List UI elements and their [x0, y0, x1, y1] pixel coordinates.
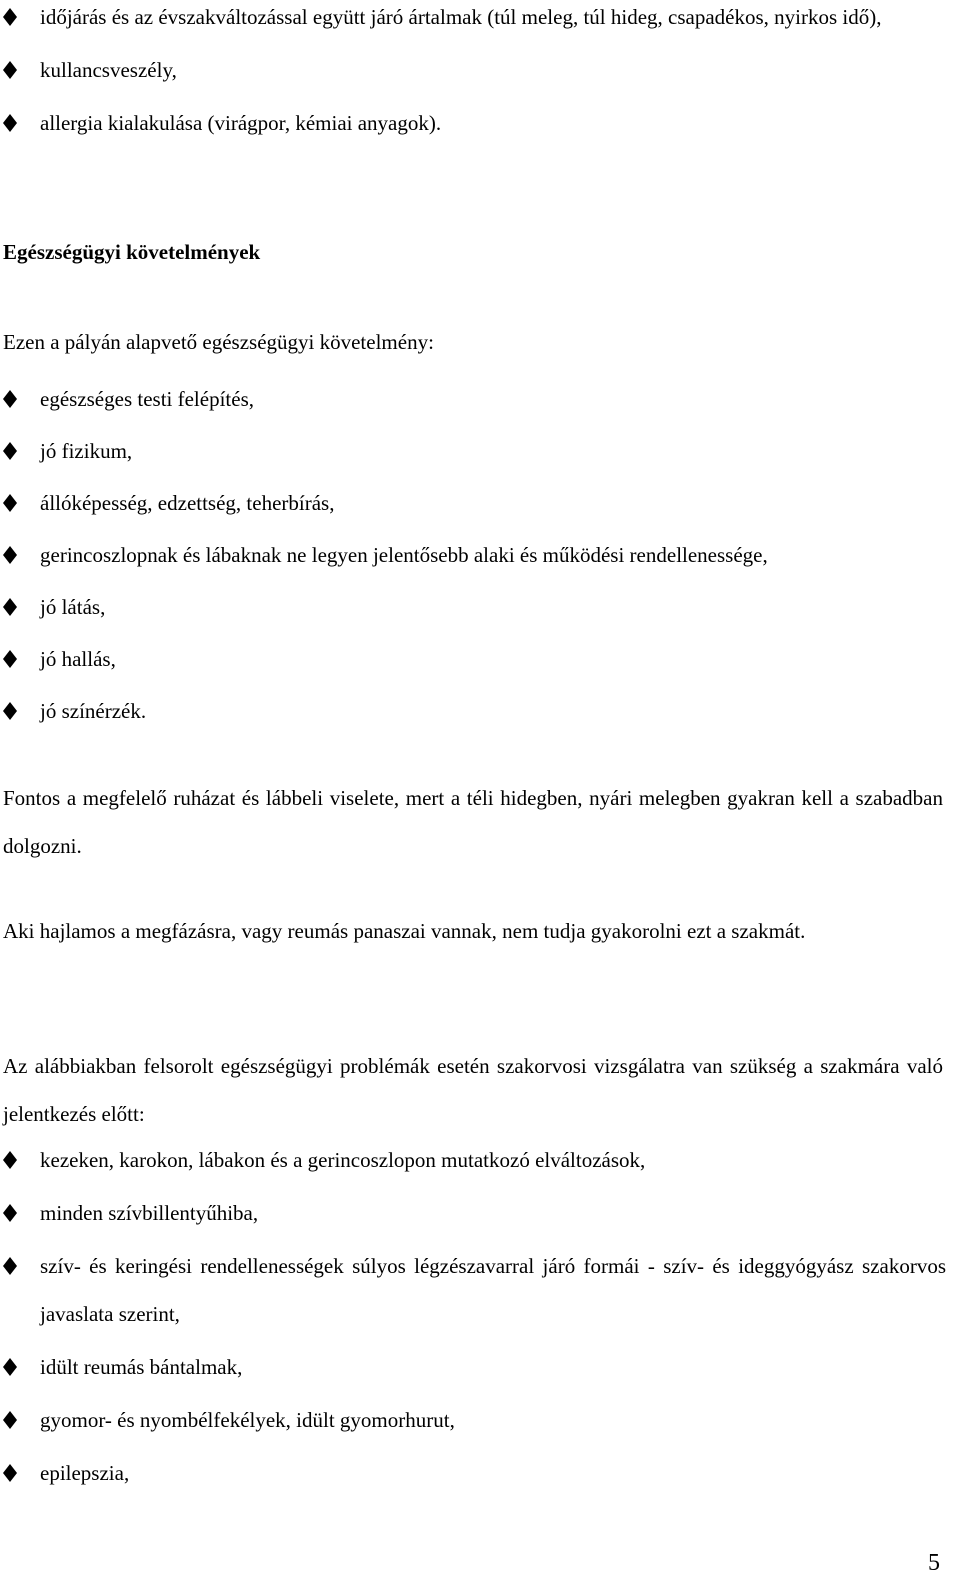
diamond-bullet-icon [3, 425, 17, 477]
requirements-list [0, 373, 950, 737]
list-item-text: jó színérzék. [40, 699, 147, 723]
list-item-text: gyomor- és nyombélfekélyek, idült gyomorhurut, [40, 1408, 455, 1432]
list-item-text: jó fizikum, [40, 439, 133, 463]
diamond-bullet-icon [3, 1396, 17, 1444]
list-item [0, 581, 950, 633]
diamond-bullet-icon [3, 1343, 17, 1391]
list-item [0, 1189, 946, 1237]
list-item [0, 50, 950, 90]
diamond-bullet-icon [3, 103, 17, 143]
list-item [0, 103, 950, 143]
list-item-text: egészséges testi felépítés, [40, 387, 254, 411]
list-item [0, 477, 950, 529]
list-item [0, 1343, 946, 1391]
diamond-bullet-icon [3, 581, 17, 633]
diamond-bullet-icon [3, 1189, 17, 1237]
list-item [0, 0, 950, 37]
intro-text: Ezen a pályán alapvető egészségügyi követelmény: [3, 330, 434, 354]
list-item [0, 529, 950, 581]
list-item-text: jó hallás, [40, 647, 116, 671]
list-item-text: epilepszia, [40, 1461, 130, 1485]
list-item [0, 685, 950, 737]
diamond-bullet-icon [3, 0, 17, 37]
diamond-bullet-icon [3, 373, 17, 425]
list-item-text: jó látás, [40, 595, 106, 619]
diamond-bullet-icon [3, 477, 17, 529]
rheumatism-paragraph: Aki hajlamos a megfázásra, vagy reumás panaszai vannak, nem tudja gyakorolni ezt a szakmát. [3, 919, 806, 943]
list-item [0, 1136, 946, 1184]
list-item-text: minden szívbillentyűhiba, [40, 1201, 259, 1225]
list-item [0, 1242, 946, 1338]
page-number: 5 [928, 1550, 940, 1576]
examination-paragraph: Az alábbiakban felsorolt egészségügyi problémák esetén szakorvosi vizsgálatra van szükség a szakmára való jelentkezés előtt: [3, 1054, 943, 1126]
problems-list [0, 1136, 946, 1502]
diamond-bullet-icon [3, 529, 17, 581]
list-item-text: allergia kialakulása (virágpor, kémiai anyagok). [40, 111, 442, 135]
diamond-bullet-icon [3, 50, 17, 90]
list-item-text: szív- és keringési rendellenességek súlyos légzészavarral járó formái - szív- és ideggyógyász szakorvos javaslata szerint, [40, 1254, 946, 1326]
list-item [0, 1396, 946, 1444]
section-heading: Egészségügyi követelmények [3, 240, 261, 264]
list-item [0, 633, 950, 685]
diamond-bullet-icon [3, 633, 17, 685]
diamond-bullet-icon [3, 685, 17, 737]
list-item [0, 373, 950, 425]
list-item-text: állóképesség, edzettség, teherbírás, [40, 491, 335, 515]
clothing-paragraph: Fontos a megfelelő ruházat és lábbeli viselete, mert a téli hidegben, nyári melegben gyakran kell a szabadban dolgozni. [3, 786, 943, 858]
diamond-bullet-icon [3, 1136, 17, 1184]
diamond-bullet-icon [3, 1449, 17, 1497]
diamond-bullet-icon [3, 1242, 17, 1290]
list-item [0, 1449, 946, 1497]
list-item-text: gerincoszlopnak és lábaknak ne legyen jelentősebb alaki és működési rendellenessége, [40, 543, 768, 567]
list-item-text: kezeken, karokon, lábakon és a gerincoszlopon mutatkozó elváltozások, [40, 1148, 646, 1172]
list-item-text: kullancsveszély, [40, 58, 177, 82]
list-item [0, 425, 950, 477]
hazards-list [0, 0, 950, 143]
list-item-text: időjárás és az évszakváltozással együtt járó ártalmak (túl meleg, túl hideg, csapadékos, nyirkos idő), [40, 5, 882, 29]
list-item-text: idült reumás bántalmak, [40, 1355, 243, 1379]
